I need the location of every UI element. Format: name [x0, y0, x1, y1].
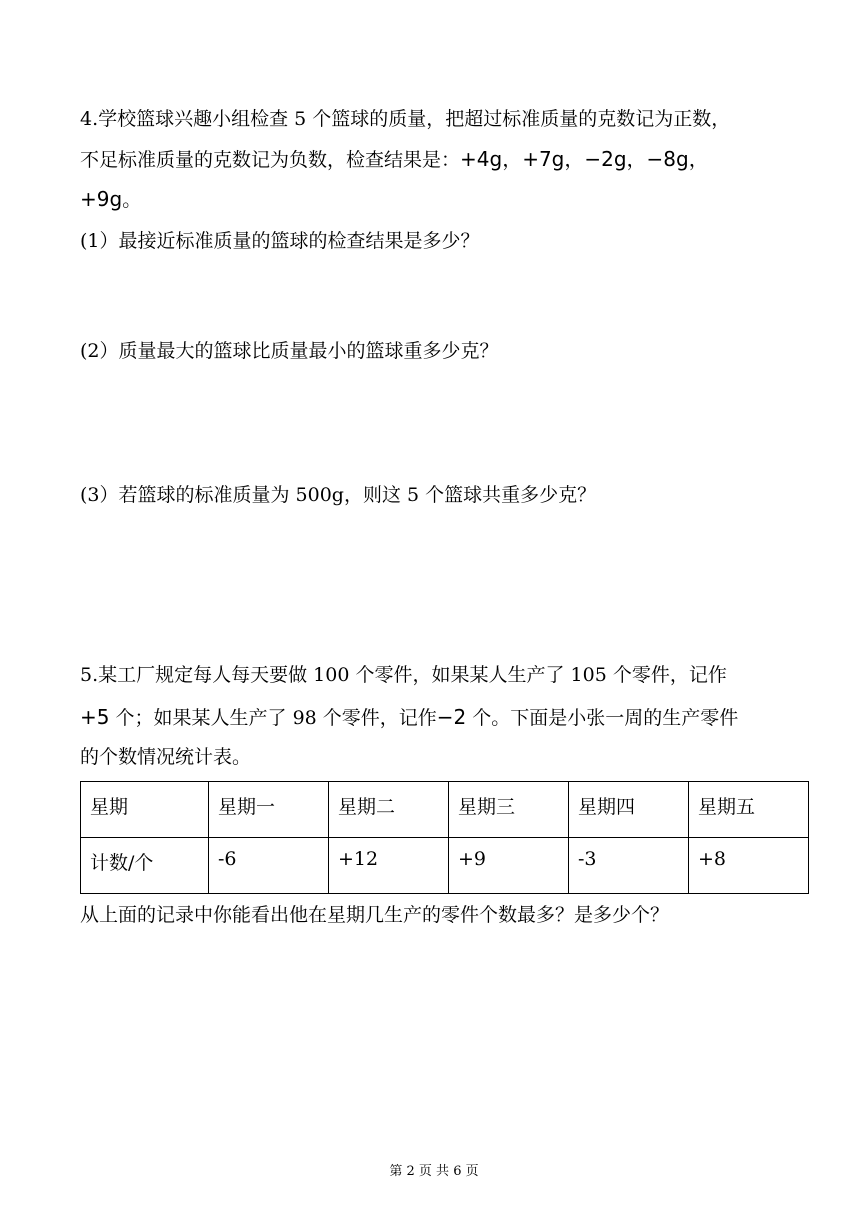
- q5-question: 从上面的记录中你能看出他在星期几生产的零件个数最多？是多少个？: [80, 904, 670, 926]
- table-cell: 星期五: [689, 782, 809, 838]
- table-cell: -6: [209, 838, 329, 894]
- page-number: 第 2 页 共 6 页: [389, 1164, 479, 1179]
- q4-line-1: 4.学校篮球兴趣小组检查 5 个篮球的质量，把超过标准质量的克数记为正数，: [80, 108, 731, 130]
- q4-results: +4g，+7g，−2g，−8g，: [460, 147, 709, 171]
- table-cell: 星期三: [449, 782, 569, 838]
- q5-line-3: 的个数情况统计表。: [80, 746, 252, 768]
- table-cell: +9: [449, 838, 569, 894]
- q5-line-2-d: 个。下面是小张一周的生产零件: [466, 707, 739, 729]
- q4-period: 。: [122, 189, 142, 211]
- q5-line-1: 5.某工厂规定每人每天要做 100 个零件，如果某人生产了 105 个零件，记作: [80, 664, 727, 686]
- table-row: [81, 838, 809, 894]
- q4-sub-question-1: (1）最接近标准质量的篮球的检查结果是多少？: [80, 230, 480, 252]
- table-cell: 星期一: [209, 782, 329, 838]
- q5-line-2: [80, 704, 738, 731]
- q5-line-2-b: 个；如果某人生产了 98 个零件，记作: [109, 707, 437, 729]
- table-cell: 星期二: [329, 782, 449, 838]
- q4-sub-question-3: (3）若篮球的标准质量为 500g，则这 5 个篮球共重多少克？: [80, 484, 597, 506]
- q5-minus-two: −2: [436, 705, 467, 729]
- q4-sub-question-2: (2）质量最大的篮球比质量最小的篮球重多少克？: [80, 340, 499, 362]
- q4-line-2-text: 不足标准质量的克数记为负数，检查结果是：: [80, 149, 461, 171]
- table-header-row: [81, 782, 809, 838]
- q4-line-3: [80, 186, 141, 213]
- q4-line-2: [80, 146, 709, 173]
- production-table: [80, 781, 809, 894]
- table-cell: -3: [569, 838, 689, 894]
- table-cell: +12: [329, 838, 449, 894]
- q4-results-last: +9g: [80, 187, 123, 211]
- table-cell: 星期四: [569, 782, 689, 838]
- table-cell: +8: [689, 838, 809, 894]
- q5-plus-five: +5: [80, 705, 110, 729]
- table-cell: 星期: [81, 782, 209, 838]
- table-cell: 计数/个: [81, 838, 209, 894]
